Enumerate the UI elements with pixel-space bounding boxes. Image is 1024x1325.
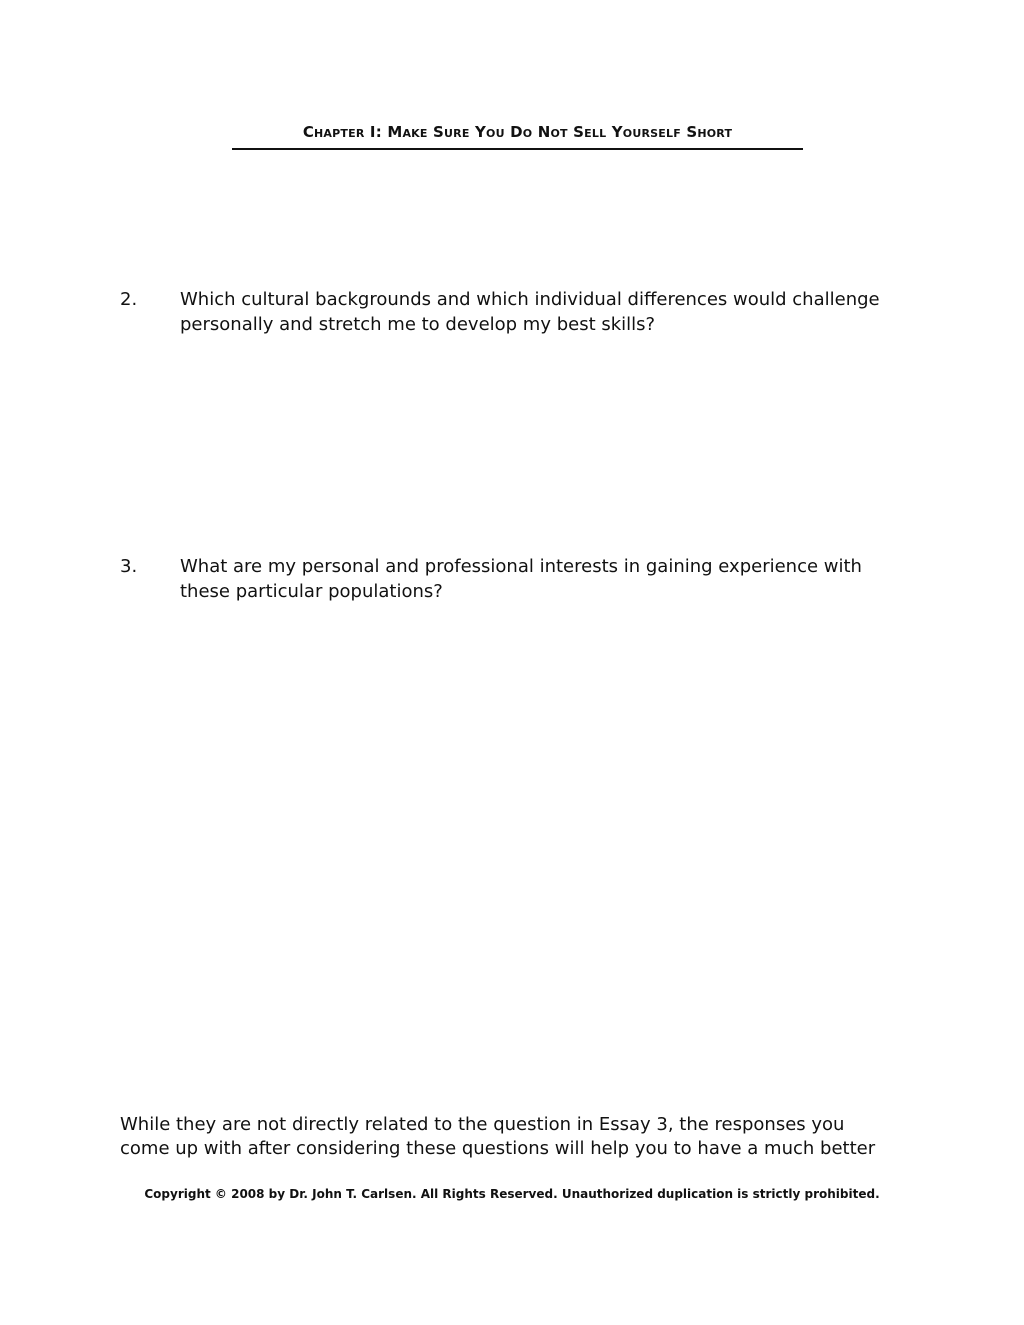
question-item-2 [120,287,880,337]
question-text: Which cultural backgrounds and which individual differences would challenge personally and stretch me to develop my best skills? [180,289,880,335]
closing-paragraph: While they are not directly related to the question in Essay 3, the responses you come up with after considering these questions will help you to have a much better [120,1114,876,1159]
question-item-3 [120,554,880,604]
copyright-footer: Copyright © 2008 by Dr. John T. Carlsen. All Rights Reserved. Unauthorized duplication is strictly prohibited. [144,1187,880,1201]
question-number: 2. [120,289,138,310]
question-number: 3. [120,556,138,577]
question-text: What are my personal and professional interests in gaining experience with these particular populations? [180,556,862,602]
chapter-title: Chapter I: Make Sure You Do Not Sell Yourself Short [232,122,803,150]
